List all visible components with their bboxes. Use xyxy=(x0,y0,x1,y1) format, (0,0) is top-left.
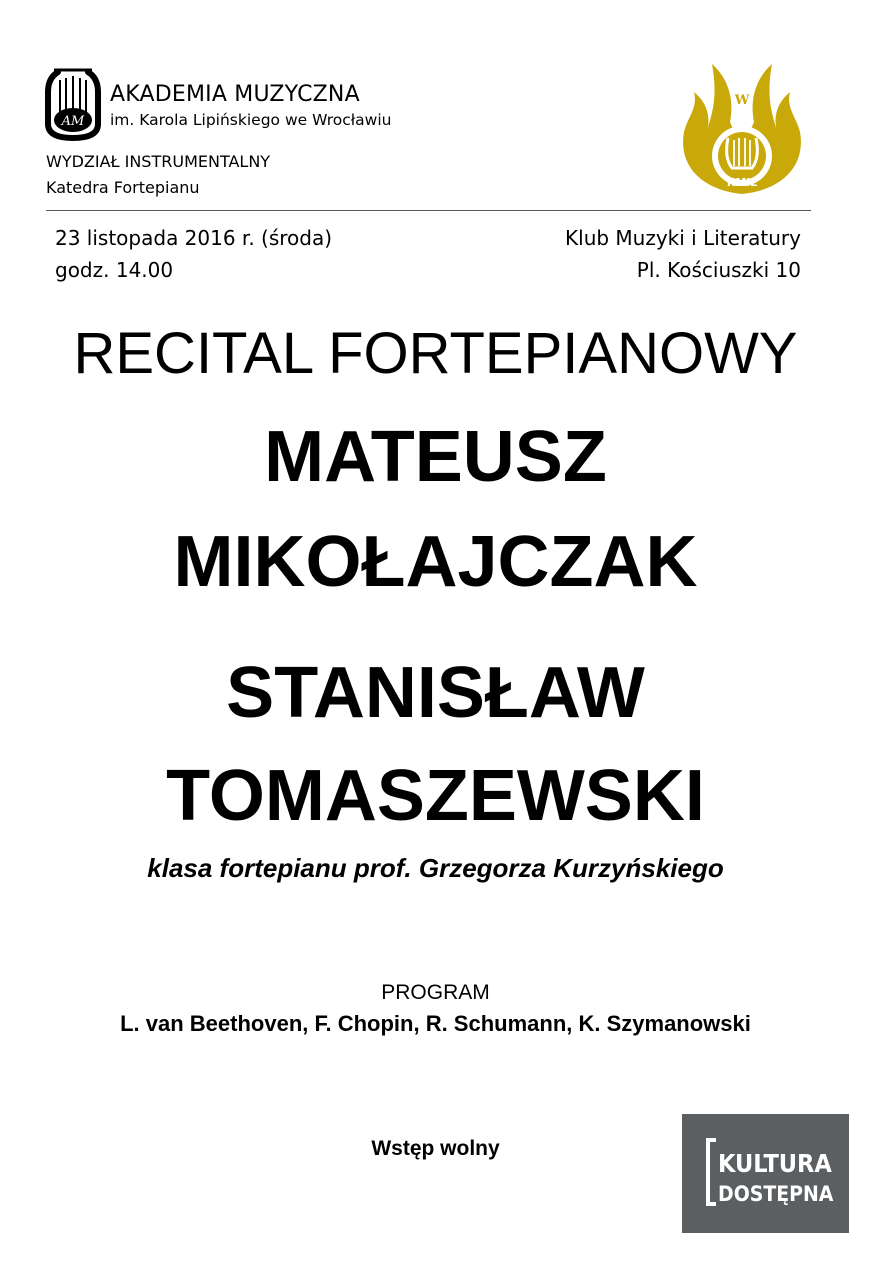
department-name: Katedra Fortepianu xyxy=(46,178,200,197)
academy-subtitle: im. Karola Lipińskiego we Wrocławiu xyxy=(110,111,392,129)
kmil-logo-w: W xyxy=(734,93,750,108)
header-divider xyxy=(46,210,811,211)
event-date: 23 listopada 2016 r. (środa) xyxy=(55,226,333,250)
piano-class-line: klasa fortepianu prof. Grzegorza Kurzyńskiego xyxy=(147,853,724,883)
academy-lyre-logo xyxy=(44,68,102,142)
event-address: Pl. Kościuszki 10 xyxy=(636,258,801,282)
performer2-first-name: STANISŁAW xyxy=(226,653,645,733)
event-time: godz. 14.00 xyxy=(55,258,174,282)
performer1-last-name: MIKOŁAJCZAK xyxy=(173,522,698,602)
program-heading: PROGRAM xyxy=(381,981,490,1004)
badge-line1: KULTURA xyxy=(718,1149,832,1178)
recital-title: RECITAL FORTEPIANOWY xyxy=(73,321,798,386)
free-entry: Wstęp wolny xyxy=(371,1137,500,1160)
kultura-dostepna-mark xyxy=(682,1114,849,1233)
faculty-name: WYDZIAŁ INSTRUMENTALNY xyxy=(46,152,271,171)
kultura-dostepna-badge xyxy=(682,1114,849,1233)
event-venue: Klub Muzyki i Literatury xyxy=(565,226,801,250)
program-composers: L. van Beethoven, F. Chopin, R. Schumann, K. Szymanowski xyxy=(120,1011,751,1036)
performer2-last-name: TOMASZEWSKI xyxy=(166,756,705,836)
badge-line2: DOSTĘPNA xyxy=(718,1182,834,1206)
kmil-logo-text: KMiL xyxy=(726,176,758,189)
academy-name: AKADEMIA MUZYCZNA xyxy=(110,82,360,107)
performer1-first-name: MATEUSZ xyxy=(264,417,607,497)
kmil-logo xyxy=(672,58,812,196)
academy-logo-monogram: AM xyxy=(61,114,85,129)
